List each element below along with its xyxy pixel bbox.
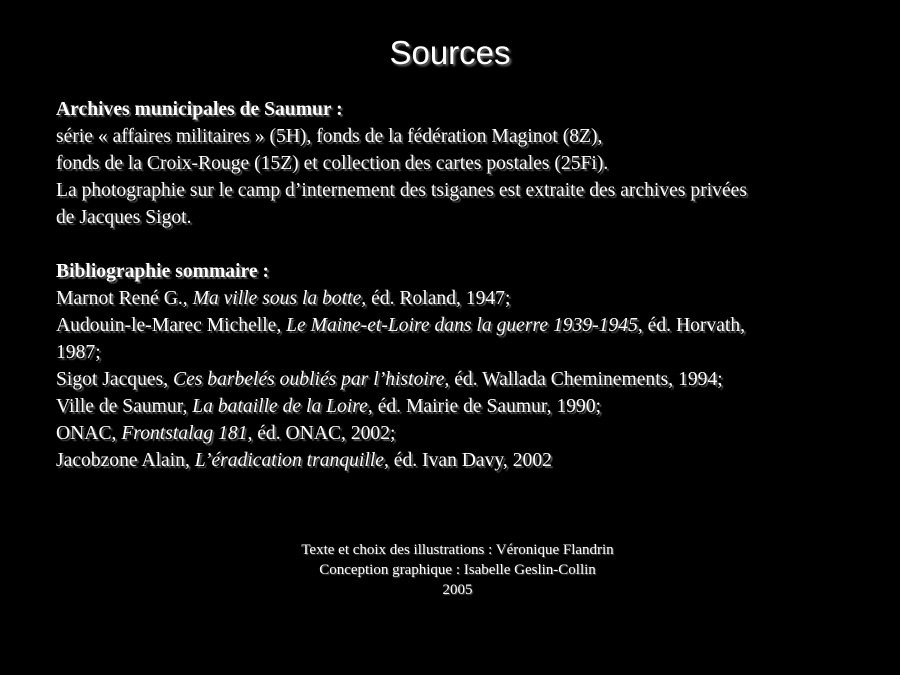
- credits-year: 2005: [442, 582, 473, 598]
- entry-work-title: Ma ville sous la botte,: [192, 288, 367, 309]
- bibliography-entry: [56, 312, 856, 339]
- entry-author: Jacobzone Alain,: [56, 450, 195, 471]
- archives-line: fonds de la Croix-Rouge (15Z) et collection des cartes postales (25Fi).: [56, 153, 609, 174]
- entry-work-title: Le Maine-et-Loire dans la guerre 1939-1945: [286, 315, 638, 336]
- bibliography-entry-continuation: 1987;: [56, 342, 101, 363]
- bibliography-entry: [56, 393, 856, 420]
- entry-publisher: , éd. Ivan Davy, 2002: [383, 450, 552, 471]
- bibliography-entry: [56, 285, 856, 312]
- entry-work-title: L’éradication tranquille: [194, 450, 384, 471]
- sources-body: [56, 96, 856, 474]
- entry-publisher: éd. Wallada Cheminements, 1994;: [449, 369, 723, 390]
- bibliography-entry: [56, 420, 856, 447]
- archives-heading: Archives municipales de Saumur :: [56, 99, 343, 120]
- entry-author: ONAC,: [56, 423, 122, 444]
- entry-author: Audouin-le-Marec Michelle,: [56, 315, 287, 336]
- entry-author: Ville de Saumur,: [56, 396, 193, 417]
- credits-block: [0, 540, 900, 600]
- bibliography-entry: [56, 447, 856, 474]
- archives-line: de Jacques Sigot.: [56, 207, 192, 228]
- entry-publisher: , éd. Horvath,: [637, 315, 746, 336]
- archives-line: La photographie sur le camp d’internement des tsiganes est extraite des archives privées: [56, 180, 747, 201]
- bibliography-heading: Bibliographie sommaire :: [56, 261, 269, 282]
- credits-text-line: Texte et choix des illustrations : Véronique Flandrin: [301, 542, 614, 558]
- bibliography-entry: [56, 366, 856, 393]
- archives-line: série « affaires militaires » (5H), fonds de la fédération Maginot (8Z),: [56, 126, 603, 147]
- entry-publisher: , éd. Mairie de Saumur, 1990;: [367, 396, 602, 417]
- entry-publisher: , éd. ONAC, 2002;: [247, 423, 396, 444]
- entry-work-title: Frontstalag 181: [121, 423, 248, 444]
- entry-publisher: éd. Roland, 1947;: [366, 288, 511, 309]
- entry-work-title: La bataille de la Loire: [192, 396, 368, 417]
- credits-design-line: Conception graphique : Isabelle Geslin-Collin: [319, 562, 596, 578]
- slide-title: Sources: [389, 34, 511, 71]
- entry-work-title: Ces barbelés oubliés par l’histoire,: [173, 369, 450, 390]
- entry-author: Sigot Jacques,: [56, 369, 174, 390]
- section-spacer: [56, 231, 856, 258]
- entry-author: Marnot René G.,: [56, 288, 193, 309]
